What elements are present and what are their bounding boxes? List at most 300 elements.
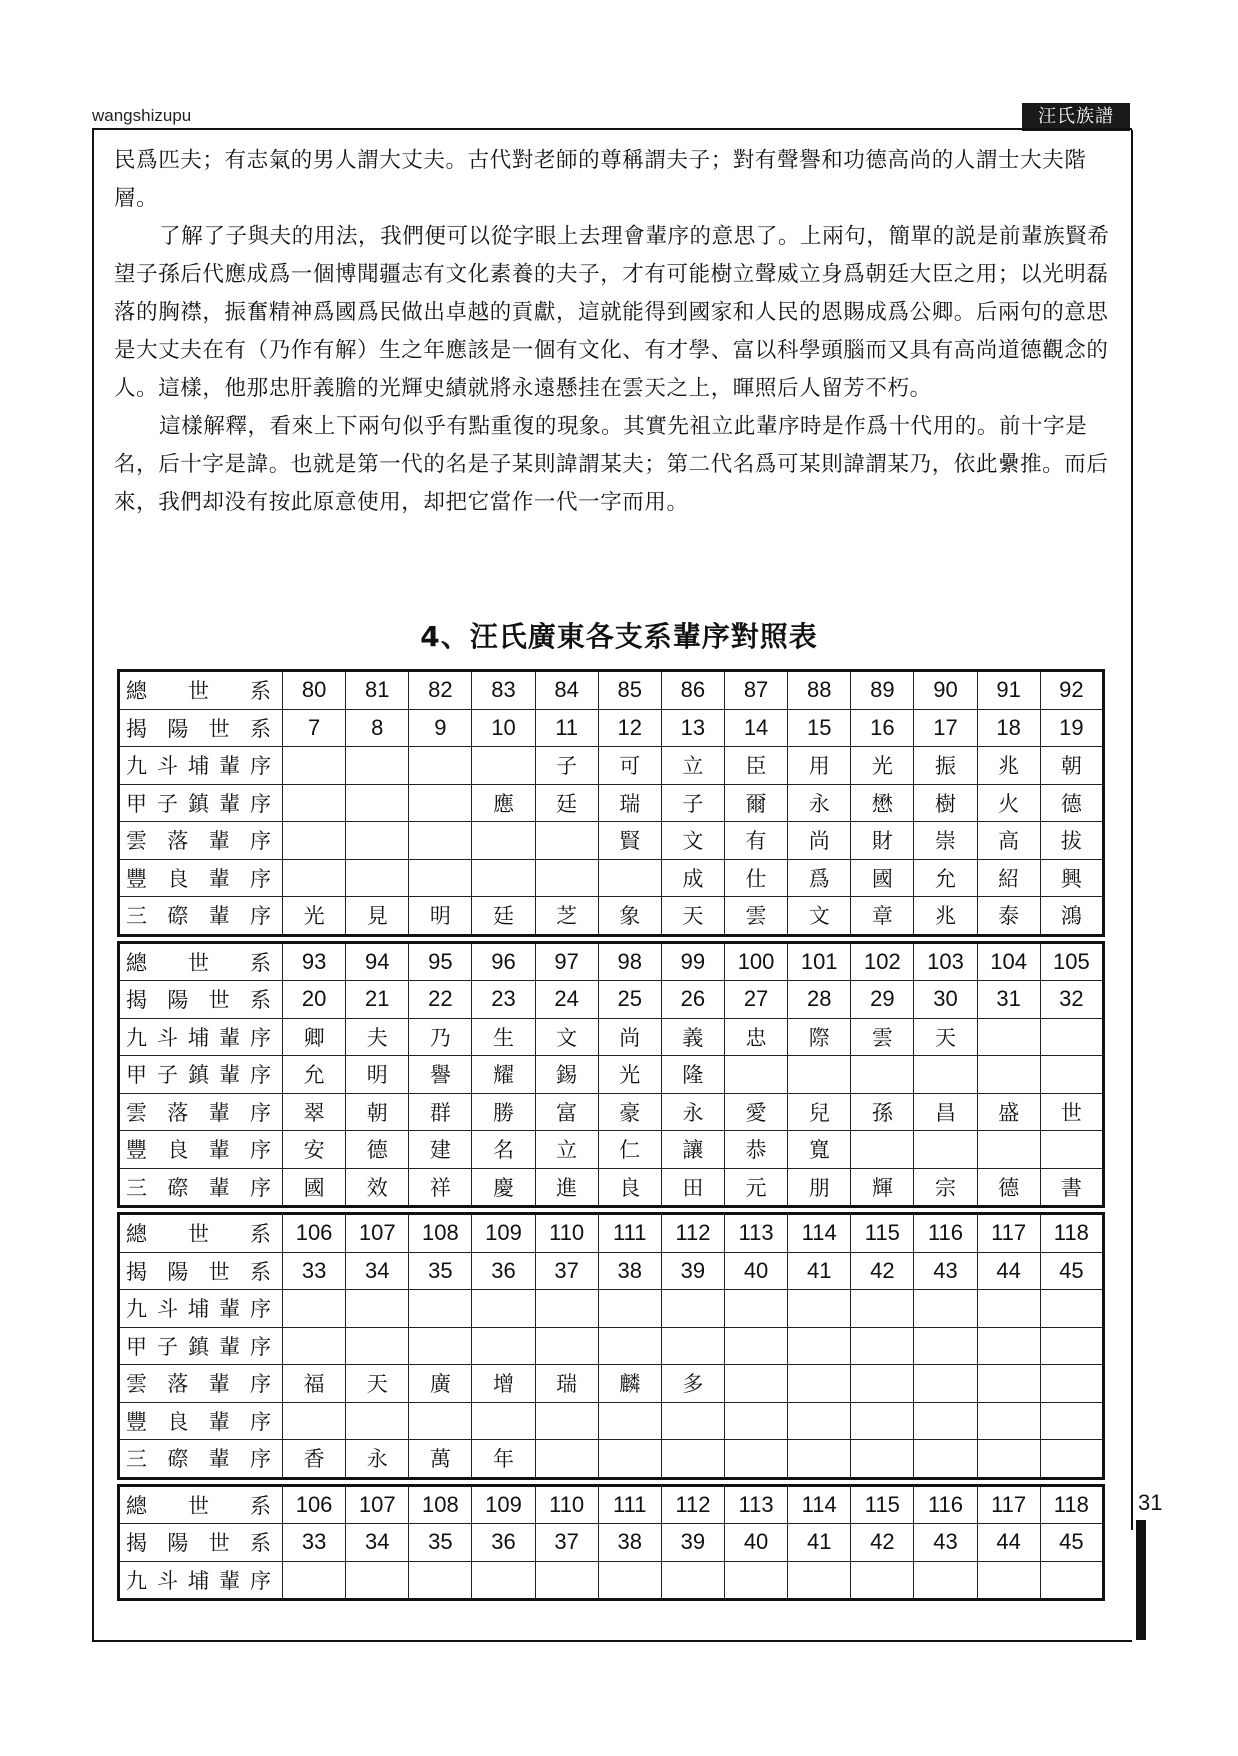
table-cell: 14 <box>724 709 787 747</box>
table-cell: 文 <box>788 897 851 936</box>
table-cell: 85 <box>598 671 661 710</box>
table-cell: 92 <box>1040 671 1103 710</box>
table-cell: 鴻 <box>1040 897 1103 936</box>
table-cell <box>788 1056 851 1094</box>
table-row <box>119 671 1104 710</box>
table-cell: 80 <box>283 671 346 710</box>
table-cell: 15 <box>788 709 851 747</box>
row-header: 總 世 系 <box>119 1485 283 1524</box>
table-cell: 雲 <box>851 1018 914 1056</box>
table-cell <box>1040 1402 1103 1440</box>
table-cell: 82 <box>409 671 472 710</box>
table-cell: 輝 <box>851 1168 914 1207</box>
row-header: 總 世 系 <box>119 942 283 981</box>
row-header: 雲落輩序 <box>119 1365 283 1403</box>
table-cell <box>1040 1131 1103 1169</box>
table-cell: 允 <box>283 1056 346 1094</box>
table-cell <box>346 784 409 822</box>
table-cell: 德 <box>977 1168 1040 1207</box>
table-cell: 44 <box>977 1524 1040 1562</box>
table-cell: 夫 <box>346 1018 409 1056</box>
table-cell: 宗 <box>914 1168 977 1207</box>
section-title: 4、汪氏廣東各支系輩序對照表 <box>420 620 818 653</box>
table-cell: 義 <box>661 1018 724 1056</box>
table-cell <box>724 1440 787 1479</box>
table-cell <box>788 1402 851 1440</box>
table-row <box>119 859 1104 897</box>
table-cell <box>409 747 472 785</box>
table-cell: 17 <box>914 709 977 747</box>
row-header: 揭陽世系 <box>119 1524 283 1562</box>
row-header: 雲落輩序 <box>119 822 283 860</box>
table-cell: 103 <box>914 942 977 981</box>
table-cell <box>1040 1561 1103 1600</box>
table-cell: 安 <box>283 1131 346 1169</box>
table-cell: 昌 <box>914 1093 977 1131</box>
table-cell: 101 <box>788 942 851 981</box>
table-cell: 98 <box>598 942 661 981</box>
table-cell: 40 <box>724 1524 787 1562</box>
table-cell: 子 <box>661 784 724 822</box>
generation-table <box>117 669 1105 937</box>
table-cell: 光 <box>851 747 914 785</box>
table-cell <box>409 784 472 822</box>
table-cell: 118 <box>1040 1214 1103 1253</box>
table-cell: 112 <box>661 1485 724 1524</box>
table-cell <box>283 1561 346 1600</box>
table-cell: 象 <box>598 897 661 936</box>
generation-table <box>117 1212 1105 1480</box>
row-header: 豐良輩序 <box>119 1402 283 1440</box>
table-cell: 108 <box>409 1485 472 1524</box>
page-thumb-bar <box>1136 1520 1146 1640</box>
row-header: 揭陽世系 <box>119 1252 283 1290</box>
table-cell <box>661 1561 724 1600</box>
table-cell <box>1040 1018 1103 1056</box>
table-cell: 113 <box>724 1485 787 1524</box>
table-cell: 慶 <box>472 1168 535 1207</box>
table-cell <box>914 1365 977 1403</box>
table-cell <box>598 1440 661 1479</box>
table-cell <box>535 1290 598 1328</box>
row-header: 總 世 系 <box>119 1214 283 1253</box>
table-cell <box>914 1056 977 1094</box>
table-row <box>119 1365 1104 1403</box>
table-cell: 立 <box>661 747 724 785</box>
table-cell: 88 <box>788 671 851 710</box>
row-header: 總 世 系 <box>119 671 283 710</box>
table-cell: 90 <box>914 671 977 710</box>
table-cell <box>977 1018 1040 1056</box>
table-cell: 116 <box>914 1214 977 1253</box>
table-cell: 19 <box>1040 709 1103 747</box>
table-cell: 兆 <box>914 897 977 936</box>
generation-comparison-tables <box>117 669 1105 1605</box>
table-cell <box>788 1290 851 1328</box>
table-cell: 106 <box>283 1214 346 1253</box>
table-cell: 84 <box>535 671 598 710</box>
table-cell: 13 <box>661 709 724 747</box>
table-cell <box>977 1056 1040 1094</box>
table-cell: 20 <box>283 981 346 1019</box>
table-row <box>119 1214 1104 1253</box>
table-cell: 89 <box>851 671 914 710</box>
table-cell: 44 <box>977 1252 1040 1290</box>
table-cell <box>535 1561 598 1600</box>
table-cell: 34 <box>346 1524 409 1562</box>
table-cell: 97 <box>535 942 598 981</box>
table-cell: 耀 <box>472 1056 535 1094</box>
table-cell: 37 <box>535 1252 598 1290</box>
table-cell <box>283 784 346 822</box>
table-cell: 104 <box>977 942 1040 981</box>
table-cell: 盛 <box>977 1093 1040 1131</box>
table-cell <box>535 1402 598 1440</box>
table-cell: 24 <box>535 981 598 1019</box>
table-row <box>119 1440 1104 1479</box>
table-cell: 43 <box>914 1252 977 1290</box>
table-cell <box>472 822 535 860</box>
table-cell <box>914 1131 977 1169</box>
table-cell: 87 <box>724 671 787 710</box>
table-cell: 崇 <box>914 822 977 860</box>
table-cell: 45 <box>1040 1252 1103 1290</box>
table-cell <box>914 1440 977 1479</box>
table-cell <box>1040 1365 1103 1403</box>
header-site-name: wangshizupu <box>92 106 192 125</box>
table-cell <box>409 1561 472 1600</box>
table-cell: 有 <box>724 822 787 860</box>
row-header: 甲子鎮輩序 <box>119 1327 283 1365</box>
row-header: 揭陽世系 <box>119 709 283 747</box>
table-cell: 114 <box>788 1214 851 1253</box>
table-cell: 立 <box>535 1131 598 1169</box>
table-cell: 忠 <box>724 1018 787 1056</box>
table-cell <box>598 1402 661 1440</box>
table-cell: 卿 <box>283 1018 346 1056</box>
table-cell: 應 <box>472 784 535 822</box>
table-cell <box>851 1561 914 1600</box>
body-text <box>114 142 1114 522</box>
table-cell: 33 <box>283 1524 346 1562</box>
frame-left-rule <box>92 130 94 1640</box>
table-cell: 芝 <box>535 897 598 936</box>
row-header: 甲子鎮輩序 <box>119 1056 283 1094</box>
row-header: 甲子鎮輩序 <box>119 784 283 822</box>
table-row <box>119 1131 1104 1169</box>
table-cell <box>724 1402 787 1440</box>
table-cell <box>661 1290 724 1328</box>
table-cell <box>661 1327 724 1365</box>
table-cell <box>472 1327 535 1365</box>
table-cell <box>788 1440 851 1479</box>
table-cell: 110 <box>535 1214 598 1253</box>
table-cell: 拔 <box>1040 822 1103 860</box>
table-cell <box>1040 1290 1103 1328</box>
table-cell: 讓 <box>661 1131 724 1169</box>
table-cell: 明 <box>409 897 472 936</box>
table-cell: 國 <box>851 859 914 897</box>
table-cell <box>472 1402 535 1440</box>
table-cell: 成 <box>661 859 724 897</box>
table-cell: 廷 <box>472 897 535 936</box>
table-cell: 光 <box>283 897 346 936</box>
table-cell: 37 <box>535 1524 598 1562</box>
table-cell: 117 <box>977 1214 1040 1253</box>
table-cell: 102 <box>851 942 914 981</box>
table-cell: 多 <box>661 1365 724 1403</box>
table-cell: 38 <box>598 1524 661 1562</box>
table-cell: 108 <box>409 1214 472 1253</box>
table-row <box>119 1093 1104 1131</box>
table-cell: 年 <box>472 1440 535 1479</box>
row-header: 九斗埔輩序 <box>119 1290 283 1328</box>
table-cell: 永 <box>346 1440 409 1479</box>
table-cell: 允 <box>914 859 977 897</box>
table-cell <box>1040 1440 1103 1479</box>
table-cell: 91 <box>977 671 1040 710</box>
header-book-title: 汪氏族譜 <box>1022 103 1130 131</box>
table-cell: 天 <box>346 1365 409 1403</box>
table-cell <box>724 1365 787 1403</box>
table-row <box>119 1485 1104 1524</box>
table-cell: 112 <box>661 1214 724 1253</box>
table-cell <box>535 1327 598 1365</box>
table-cell: 115 <box>851 1214 914 1253</box>
table-cell: 105 <box>1040 942 1103 981</box>
table-cell <box>409 1290 472 1328</box>
table-cell: 86 <box>661 671 724 710</box>
table-cell: 福 <box>283 1365 346 1403</box>
table-row <box>119 1327 1104 1365</box>
table-cell: 樹 <box>914 784 977 822</box>
table-cell: 41 <box>788 1252 851 1290</box>
table-cell: 109 <box>472 1485 535 1524</box>
table-cell <box>724 1561 787 1600</box>
table-cell: 兆 <box>977 747 1040 785</box>
table-row <box>119 942 1104 981</box>
table-cell <box>346 859 409 897</box>
table-cell <box>661 1402 724 1440</box>
table-cell: 27 <box>724 981 787 1019</box>
table-cell: 乃 <box>409 1018 472 1056</box>
table-cell: 見 <box>346 897 409 936</box>
table-cell: 子 <box>535 747 598 785</box>
table-cell: 仕 <box>724 859 787 897</box>
table-cell <box>661 1440 724 1479</box>
table-cell: 22 <box>409 981 472 1019</box>
table-cell: 高 <box>977 822 1040 860</box>
row-header: 揭陽世系 <box>119 981 283 1019</box>
table-cell: 進 <box>535 1168 598 1207</box>
table-cell: 21 <box>346 981 409 1019</box>
table-cell: 隆 <box>661 1056 724 1094</box>
table-cell <box>851 1327 914 1365</box>
table-cell: 45 <box>1040 1524 1103 1562</box>
table-cell: 德 <box>346 1131 409 1169</box>
table-cell: 94 <box>346 942 409 981</box>
table-cell: 仁 <box>598 1131 661 1169</box>
table-cell: 世 <box>1040 1093 1103 1131</box>
table-cell: 永 <box>788 784 851 822</box>
table-row <box>119 1018 1104 1056</box>
table-cell: 35 <box>409 1252 472 1290</box>
table-cell: 瑞 <box>535 1365 598 1403</box>
table-cell <box>724 1056 787 1094</box>
table-cell: 文 <box>535 1018 598 1056</box>
frame-bottom-rule <box>92 1640 1132 1642</box>
table-cell <box>409 1402 472 1440</box>
table-cell <box>977 1290 1040 1328</box>
table-cell <box>977 1440 1040 1479</box>
table-cell <box>346 822 409 860</box>
row-header: 三磜輩序 <box>119 897 283 936</box>
table-cell <box>283 747 346 785</box>
table-cell: 107 <box>346 1214 409 1253</box>
table-cell <box>598 1327 661 1365</box>
table-cell: 23 <box>472 981 535 1019</box>
table-cell: 36 <box>472 1524 535 1562</box>
table-cell: 43 <box>914 1524 977 1562</box>
generation-table <box>117 941 1105 1209</box>
table-cell <box>851 1440 914 1479</box>
table-cell <box>472 747 535 785</box>
table-cell: 40 <box>724 1252 787 1290</box>
table-cell <box>472 1561 535 1600</box>
table-cell: 8 <box>346 709 409 747</box>
table-cell: 臣 <box>724 747 787 785</box>
table-cell: 9 <box>409 709 472 747</box>
table-cell: 100 <box>724 942 787 981</box>
table-cell: 31 <box>977 981 1040 1019</box>
table-row <box>119 709 1104 747</box>
table-cell: 11 <box>535 709 598 747</box>
table-cell <box>788 1365 851 1403</box>
table-cell: 爲 <box>788 859 851 897</box>
table-cell <box>346 1290 409 1328</box>
table-cell: 廣 <box>409 1365 472 1403</box>
table-cell: 章 <box>851 897 914 936</box>
row-header: 九斗埔輩序 <box>119 747 283 785</box>
table-cell <box>283 1290 346 1328</box>
table-cell <box>346 1561 409 1600</box>
table-cell: 107 <box>346 1485 409 1524</box>
table-row <box>119 822 1104 860</box>
table-cell <box>1040 1056 1103 1094</box>
table-cell: 名 <box>472 1131 535 1169</box>
table-cell: 香 <box>283 1440 346 1479</box>
row-header: 豐良輩序 <box>119 859 283 897</box>
table-cell: 祥 <box>409 1168 472 1207</box>
paragraph: 這樣解釋，看來上下兩句似乎有點重復的現象。其實先祖立此輩序時是作爲十代用的。前十字是名，后十字是諱。也就是第一代的名是子某則諱謂某夫；第二代名爲可某則諱謂某乃，依此纍推。而后來，我們却没有按此原意使用，却把它當作一代一字而用。 <box>114 414 1109 515</box>
table-cell: 尚 <box>598 1018 661 1056</box>
table-cell: 豪 <box>598 1093 661 1131</box>
table-cell <box>851 1056 914 1094</box>
table-cell <box>598 1561 661 1600</box>
table-cell <box>851 1290 914 1328</box>
table-cell: 紹 <box>977 859 1040 897</box>
table-cell: 115 <box>851 1485 914 1524</box>
table-cell: 110 <box>535 1485 598 1524</box>
table-cell <box>724 1327 787 1365</box>
table-cell <box>977 1131 1040 1169</box>
table-row <box>119 747 1104 785</box>
table-cell <box>914 1327 977 1365</box>
table-cell: 42 <box>851 1524 914 1562</box>
table-cell: 火 <box>977 784 1040 822</box>
table-row <box>119 981 1104 1019</box>
table-cell: 增 <box>472 1365 535 1403</box>
table-cell: 114 <box>788 1485 851 1524</box>
table-cell: 生 <box>472 1018 535 1056</box>
table-cell: 93 <box>283 942 346 981</box>
table-cell: 118 <box>1040 1485 1103 1524</box>
table-cell <box>851 1402 914 1440</box>
table-cell: 81 <box>346 671 409 710</box>
table-cell: 瑞 <box>598 784 661 822</box>
table-cell: 109 <box>472 1214 535 1253</box>
table-cell <box>724 1290 787 1328</box>
table-row <box>119 1561 1104 1600</box>
table-cell: 83 <box>472 671 535 710</box>
row-header: 三磜輩序 <box>119 1168 283 1207</box>
table-cell: 32 <box>1040 981 1103 1019</box>
table-cell <box>472 859 535 897</box>
table-row <box>119 897 1104 936</box>
table-cell: 39 <box>661 1524 724 1562</box>
table-cell: 田 <box>661 1168 724 1207</box>
table-cell: 41 <box>788 1524 851 1562</box>
table-cell: 兒 <box>788 1093 851 1131</box>
table-cell: 113 <box>724 1214 787 1253</box>
table-cell <box>851 1131 914 1169</box>
table-cell: 111 <box>598 1214 661 1253</box>
table-cell <box>977 1561 1040 1600</box>
table-cell: 永 <box>661 1093 724 1131</box>
table-cell: 譽 <box>409 1056 472 1094</box>
table-cell: 42 <box>851 1252 914 1290</box>
table-cell: 可 <box>598 747 661 785</box>
table-cell <box>977 1402 1040 1440</box>
table-cell <box>914 1402 977 1440</box>
table-cell <box>914 1290 977 1328</box>
table-cell: 光 <box>598 1056 661 1094</box>
frame-right-rule <box>1131 130 1133 1530</box>
table-cell: 良 <box>598 1168 661 1207</box>
table-cell: 116 <box>914 1485 977 1524</box>
table-cell: 寬 <box>788 1131 851 1169</box>
table-cell: 12 <box>598 709 661 747</box>
table-cell: 30 <box>914 981 977 1019</box>
table-cell: 18 <box>977 709 1040 747</box>
paragraph-continuation: 民爲匹夫；有志氣的男人謂大丈夫。古代對老師的尊稱謂夫子；對有聲譽和功德高尚的人謂士大夫階層。 <box>114 148 1087 211</box>
table-cell <box>409 822 472 860</box>
table-cell <box>346 747 409 785</box>
table-cell: 38 <box>598 1252 661 1290</box>
table-cell: 翠 <box>283 1093 346 1131</box>
row-header: 三磜輩序 <box>119 1440 283 1479</box>
table-cell: 振 <box>914 747 977 785</box>
table-cell: 天 <box>914 1018 977 1056</box>
table-cell: 7 <box>283 709 346 747</box>
table-cell: 泰 <box>977 897 1040 936</box>
table-cell <box>283 822 346 860</box>
table-cell: 39 <box>661 1252 724 1290</box>
table-cell: 書 <box>1040 1168 1103 1207</box>
table-cell <box>283 1402 346 1440</box>
table-cell <box>788 1327 851 1365</box>
table-cell: 爾 <box>724 784 787 822</box>
